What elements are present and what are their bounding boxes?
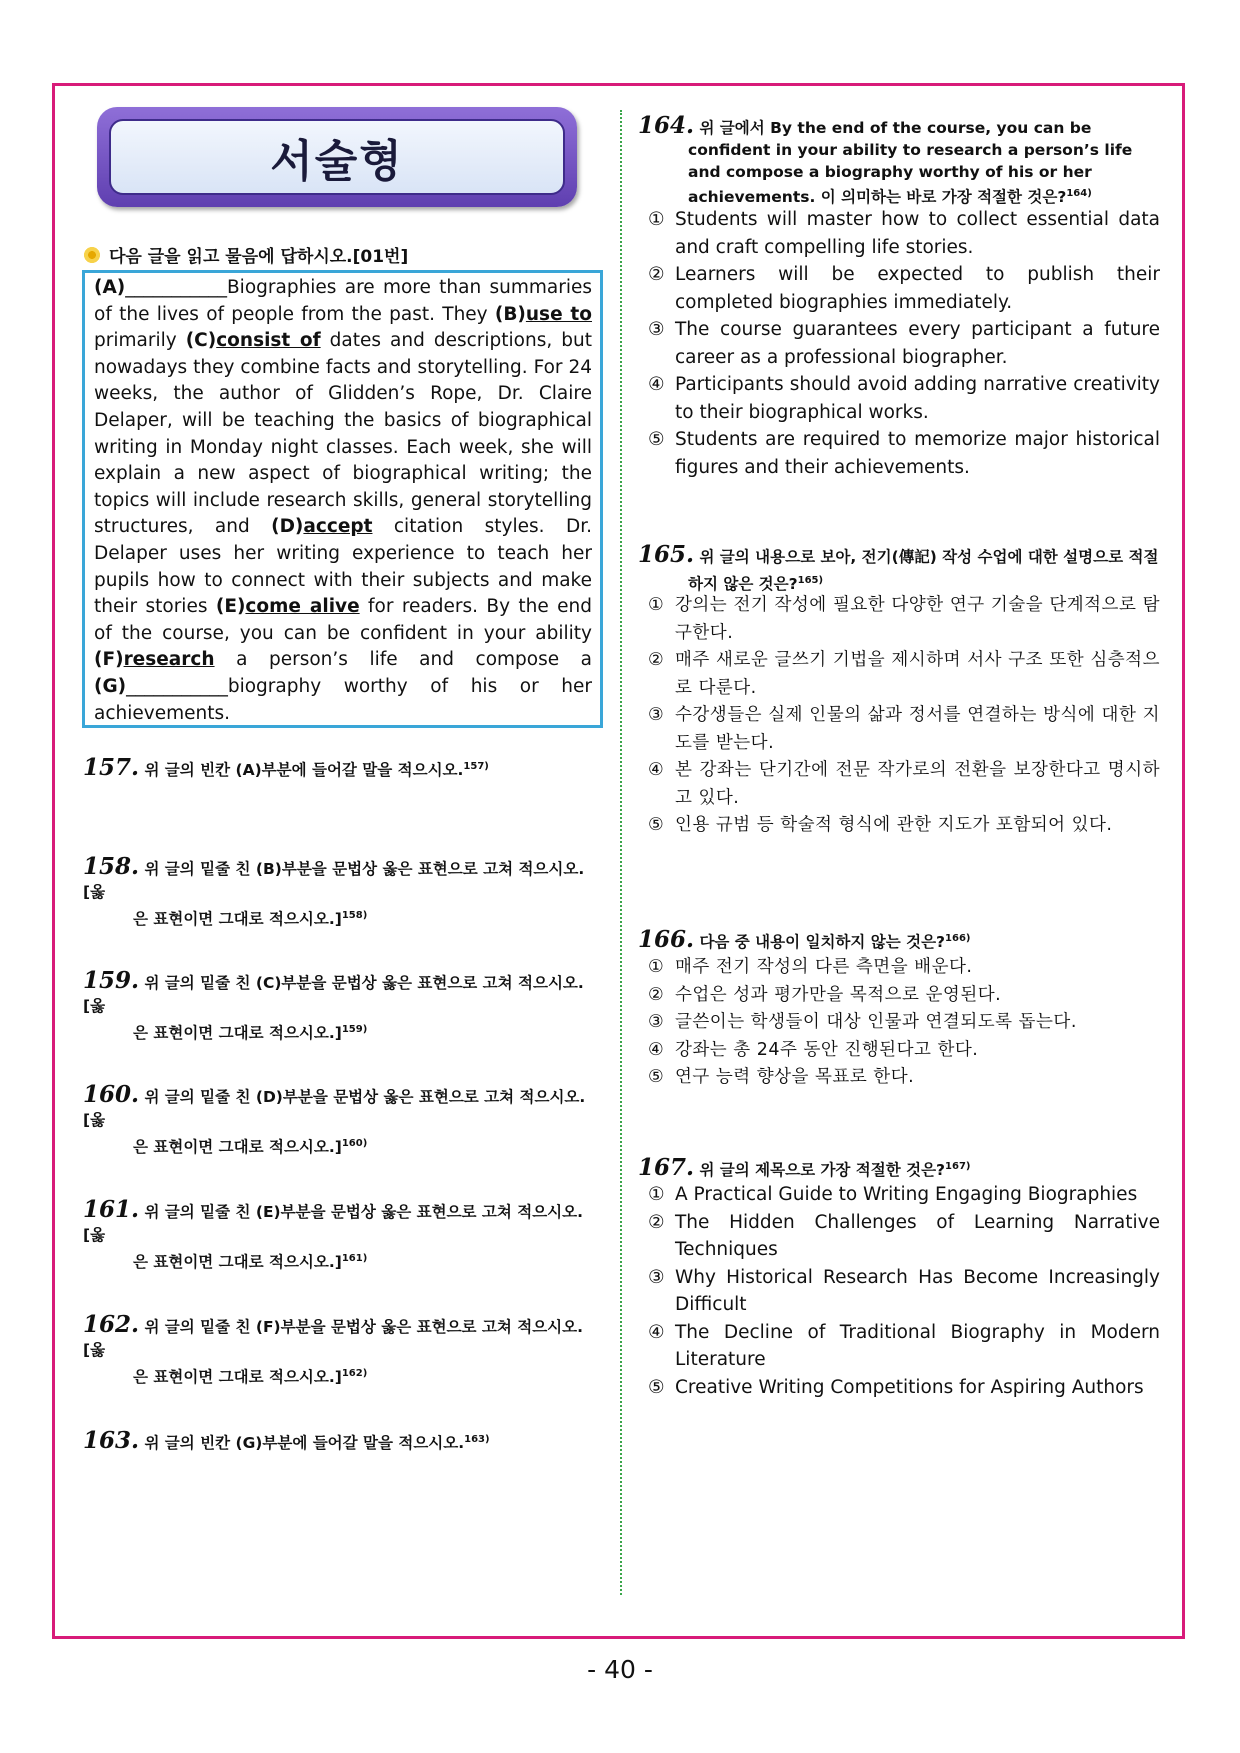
marker-d: (D) xyxy=(271,516,304,538)
footnote-ref: 163) xyxy=(464,1434,490,1445)
option-marker: ⑤ xyxy=(648,1376,665,1398)
question-number: 164. xyxy=(638,112,695,139)
flower-icon xyxy=(83,246,101,264)
question-number: 161. xyxy=(83,1196,140,1223)
option-text: A Practical Guide to Writing Engaging Biographies xyxy=(675,1184,1138,1205)
section-title-badge xyxy=(97,107,577,207)
option[interactable] xyxy=(648,1009,1160,1037)
footnote-ref: 160) xyxy=(341,1138,368,1149)
footnote-ref: 162) xyxy=(341,1368,368,1379)
question-text: 위 글의 밑줄 친 (C)부분을 문법상 옳은 표현으로 고쳐 적으시오.[옳 xyxy=(83,974,584,1015)
option[interactable] xyxy=(648,206,1160,261)
question-text: 위 글의 제목으로 가장 적절한 것은? xyxy=(699,1161,946,1180)
q166-options xyxy=(648,954,1160,1092)
question-162 xyxy=(83,1313,603,1389)
option[interactable] xyxy=(648,261,1160,316)
footnote-ref: 165) xyxy=(797,575,824,586)
question-number: 163. xyxy=(83,1427,140,1455)
question-number: 160. xyxy=(83,1081,140,1108)
option-text: The course guarantees every participant a future career as a professional biographer. xyxy=(675,319,1160,368)
section-title-inner xyxy=(109,119,565,195)
question-number: 165. xyxy=(638,541,695,568)
passage-text: dates and descriptions, but nowadays they combine facts and storytelling. For 24 weeks, the author of Glidden’s Rope, Dr. Claire Delaper, will be teaching the basics of biographical writing in Monday night classes. Each week, she will explain a new aspect of biographical writing; the topics will include research skills, general storytelling structures, and xyxy=(94,330,592,538)
question-159 xyxy=(83,969,603,1045)
option-text: 매주 새로운 글쓰기 기법을 제시하며 서사 구조 또한 심층적으로 다룬다. xyxy=(675,650,1160,698)
footnote-ref: 161) xyxy=(341,1253,368,1264)
question-text: 위 글의 밑줄 친 (D)부분을 문법상 옳은 표현으로 고쳐 적으시오.[옳 xyxy=(83,1088,586,1129)
marker-b: (B) xyxy=(494,303,526,325)
option[interactable] xyxy=(648,1209,1160,1264)
option-marker: ③ xyxy=(648,705,665,725)
q165-options xyxy=(648,592,1160,840)
question-number: 158. xyxy=(83,853,140,880)
option-marker: ④ xyxy=(648,1321,665,1343)
question-161 xyxy=(83,1198,603,1274)
question-166 xyxy=(638,927,1160,954)
option-marker: ⑤ xyxy=(648,815,665,835)
question-text-cont: 은 표현이면 그대로 적으시오.] xyxy=(133,1253,342,1272)
option-text: 매주 전기 작성의 다른 측면을 배운다. xyxy=(675,957,973,977)
question-text: confident in your ability to research a person’s life xyxy=(688,141,1133,159)
marker-c: (C) xyxy=(185,330,217,352)
option-marker: ① xyxy=(648,957,665,977)
option[interactable] xyxy=(648,954,1160,982)
option-marker: ② xyxy=(648,650,665,670)
question-text: achievements. 이 의미하는 바로 가장 적절한 것은? xyxy=(688,188,1067,207)
option-text: Students are required to memorize major historical figures and their achievements. xyxy=(675,429,1160,478)
option[interactable] xyxy=(648,1319,1160,1374)
option-text: 수업은 성과 평가만을 목적으로 운영된다. xyxy=(675,984,1002,1005)
option-marker: ① xyxy=(648,595,665,615)
option[interactable] xyxy=(648,1374,1160,1402)
option-marker: ① xyxy=(648,1184,665,1205)
option-marker: ④ xyxy=(648,1039,665,1060)
option[interactable] xyxy=(648,982,1160,1010)
option[interactable] xyxy=(648,592,1160,647)
passage-text: citation styles. Dr. Delaper uses her writing experience to teach her pupils how to connect with their subjects and make their stories xyxy=(94,516,592,618)
footnote-ref: 157) xyxy=(463,761,489,772)
question-text: and compose a biography worthy of his or her xyxy=(688,163,1092,181)
question-number: 167. xyxy=(638,1154,695,1182)
instruction xyxy=(83,242,408,267)
question-text: 위 글에서 By the end of the course, you can be xyxy=(699,119,1092,137)
q167-options xyxy=(648,1181,1160,1401)
option-text: Students will master how to collect essential data and craft compelling life stories. xyxy=(675,209,1160,258)
option-marker: ⑤ xyxy=(648,1067,665,1087)
reading-passage xyxy=(82,270,603,728)
question-text-cont: 은 표현이면 그대로 적으시오.] xyxy=(133,910,342,929)
option[interactable] xyxy=(648,371,1160,426)
blank-g-label: (G) xyxy=(94,675,127,697)
option-marker: ② xyxy=(648,984,665,1005)
option-marker: ① xyxy=(648,209,665,230)
question-text: 다음 중 내용이 일치하지 않는 것은? xyxy=(699,933,946,952)
question-text: 위 글의 내용으로 보아, 전기(傳記) 작성 수업에 대한 설명으로 적절 xyxy=(699,548,1159,566)
option-text: 본 강좌는 단기간에 전문 작가로의 전환을 보장한다고 명시하고 있다. xyxy=(675,760,1160,808)
passage-text: primarily xyxy=(94,330,186,352)
option-text: 강좌는 총 24주 동안 진행된다고 한다. xyxy=(675,1039,979,1060)
option-text: Creative Writing Competitions for Aspiring Authors xyxy=(675,1376,1144,1398)
passage-text: for readers. By the end of the course, you can be confident in your ability xyxy=(94,596,592,644)
option-text: 인용 규범 등 학술적 형식에 관한 지도가 포함되어 있다. xyxy=(675,815,1113,835)
section-title: 서술형 xyxy=(270,136,404,187)
blank-a-label: (A) xyxy=(94,277,126,298)
passage-text: ___________Biographies are more than summaries of the lives of people from the past. They xyxy=(94,277,592,325)
question-text: 위 글의 밑줄 친 (B)부분을 문법상 옳은 표현으로 고쳐 적으시오.[옳 xyxy=(83,860,585,901)
option-marker: ③ xyxy=(648,319,665,340)
question-160 xyxy=(83,1083,603,1159)
column-divider xyxy=(620,110,622,1595)
option[interactable] xyxy=(648,1064,1160,1092)
question-158 xyxy=(83,855,603,931)
option-text: The Decline of Traditional Biography in Modern Literature xyxy=(675,1321,1160,1370)
question-number: 166. xyxy=(638,926,695,954)
footnote-ref: 167) xyxy=(945,1161,971,1172)
question-text-cont: 은 표현이면 그대로 적으시오.] xyxy=(133,1138,342,1157)
option[interactable] xyxy=(648,1037,1160,1065)
footnote-ref: 164) xyxy=(1066,188,1092,199)
question-text: 위 글의 빈칸 (A)부분에 들어갈 말을 적으시오. xyxy=(144,761,464,780)
option[interactable] xyxy=(648,812,1160,840)
question-167 xyxy=(638,1155,1160,1182)
footnote-ref: 158) xyxy=(341,910,368,921)
option-text: The Hidden Challenges of Learning Narrative Techniques xyxy=(675,1211,1160,1260)
option-text: 강의는 전기 작성에 필요한 다양한 연구 기술을 단계적으로 탐구한다. xyxy=(675,595,1160,643)
footnote-ref: 159) xyxy=(341,1024,368,1035)
marker-e: (E) xyxy=(215,596,246,618)
option[interactable] xyxy=(648,702,1160,757)
question-text-cont: 은 표현이면 그대로 적으시오.] xyxy=(133,1024,342,1043)
question-text-cont: 은 표현이면 그대로 적으시오.] xyxy=(133,1368,342,1387)
marker-f: (F) xyxy=(94,649,124,671)
question-text: 위 글의 빈칸 (G)부분에 들어갈 말을 적으시오. xyxy=(144,1434,465,1453)
underlined-c: consist of xyxy=(216,330,321,352)
q164-options xyxy=(648,206,1160,481)
option-text: Participants should avoid adding narrative creativity to their biographical works. xyxy=(675,374,1160,423)
option[interactable] xyxy=(648,757,1160,812)
option-text: Why Historical Research Has Become Increasingly Difficult xyxy=(675,1266,1160,1315)
underlined-e: come alive xyxy=(245,596,360,618)
option-text: 수강생들은 실제 인물의 삶과 정서를 연결하는 방식에 대한 지도를 받는다. xyxy=(675,705,1160,753)
question-157 xyxy=(83,755,603,782)
question-text: 하지 않은 것은? xyxy=(688,575,798,594)
option-marker: ③ xyxy=(648,1266,665,1288)
question-163 xyxy=(83,1428,603,1455)
question-number: 159. xyxy=(83,967,140,994)
underlined-d: accept xyxy=(303,516,373,538)
option[interactable] xyxy=(648,1181,1160,1209)
question-number: 162. xyxy=(83,1311,140,1338)
option-marker: ② xyxy=(648,1211,665,1233)
page-number: - 40 - xyxy=(587,1655,653,1684)
question-164 xyxy=(638,112,1160,208)
question-text: 위 글의 밑줄 친 (F)부분을 문법상 옳은 표현으로 고쳐 적으시오.[옳 xyxy=(83,1318,584,1359)
question-number: 157. xyxy=(83,754,140,782)
option-text: 연구 능력 향상을 목표로 한다. xyxy=(675,1067,915,1087)
underlined-f: research xyxy=(123,649,215,671)
passage-text: a person’s life and compose a xyxy=(214,649,592,671)
option[interactable] xyxy=(648,1264,1160,1319)
option-marker: ② xyxy=(648,264,665,285)
underlined-b: use to xyxy=(525,303,592,325)
footnote-ref: 166) xyxy=(945,933,971,944)
option[interactable] xyxy=(648,426,1160,481)
option-marker: ④ xyxy=(648,760,665,780)
option-marker: ⑤ xyxy=(648,429,665,450)
question-165 xyxy=(638,543,1160,596)
instruction-text: 다음 글을 읽고 물음에 답하시오.[01번] xyxy=(109,247,409,267)
option-marker: ④ xyxy=(648,374,665,395)
question-text: 위 글의 밑줄 친 (E)부분을 문법상 옳은 표현으로 고쳐 적으시오.[옳 xyxy=(83,1203,584,1244)
option[interactable] xyxy=(648,647,1160,702)
option-marker: ③ xyxy=(648,1012,665,1032)
option-text: 글쓴이는 학생들이 대상 인물과 연결되도록 돕는다. xyxy=(675,1012,1077,1032)
passage-text: ___________biography worthy of his or her achievements. xyxy=(94,675,592,724)
option-text: Learners will be expected to publish their completed biographies immediately. xyxy=(675,264,1160,313)
option[interactable] xyxy=(648,316,1160,371)
